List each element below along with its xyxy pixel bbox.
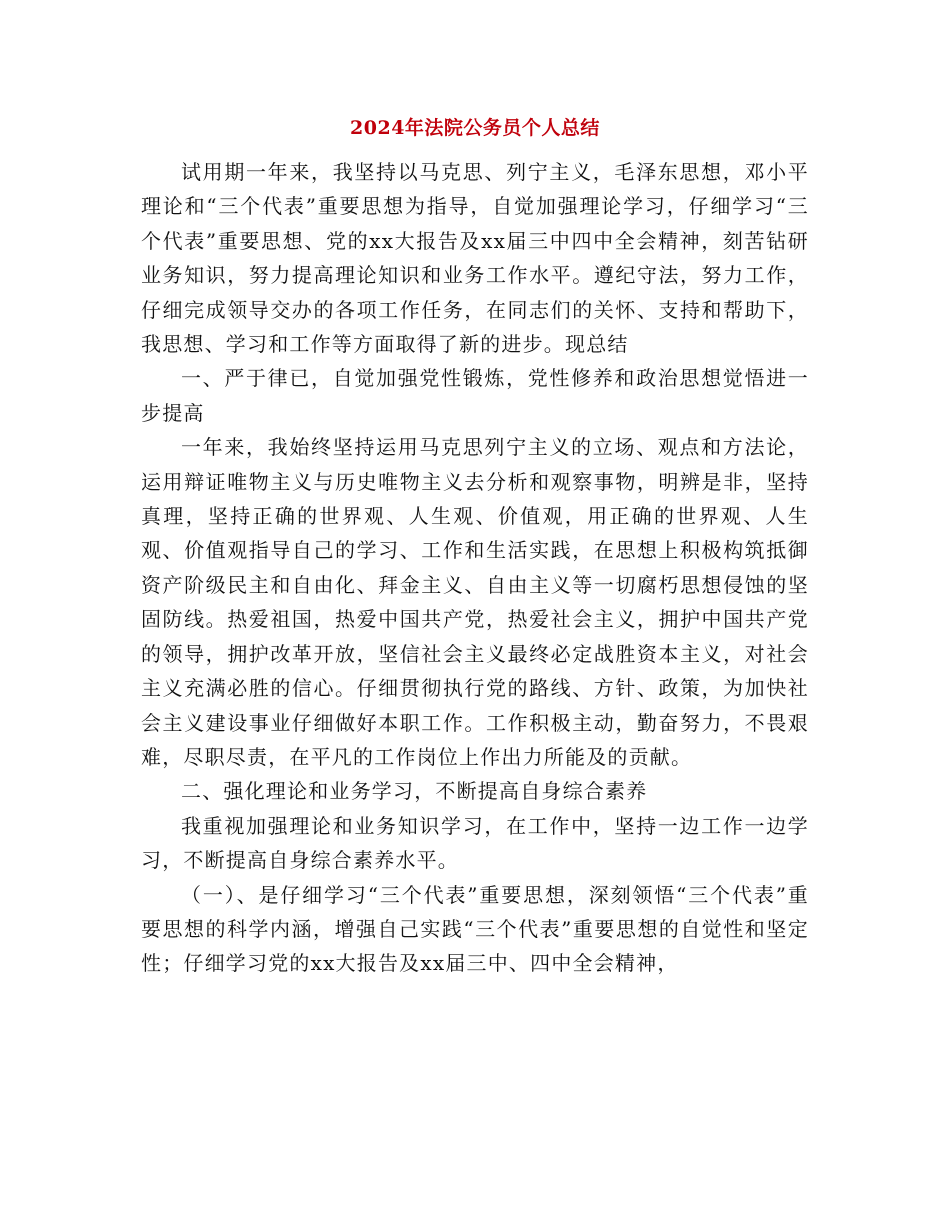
paragraph-subsection-1: （一）、是仔细学习“三个代表”重要思想，深刻领悟“三个代表”重要思想的科学内涵，增强自己实践“三个代表”重要思想的自觉性和坚定性；仔细学习党的xx大报告及xx届三中、四中全会精神，	[141, 882, 809, 976]
paragraph-section-1: 一年来，我始终坚持运用马克思列宁主义的立场、观点和方法论，运用辩证唯物主义与历史唯物主义去分析和观察事物，明辨是非，坚持真理，坚持正确的世界观、人生观、价值观，用正确的世界观、人生观、价值观指导自己的学习、工作和生活实践，在思想上积极构筑抵御资产阶级民主和自由化、拜金主义、自由主义等一切腐朽思想侵蚀的坚固防线。热爱祖国，热爱中国共产党，热爱社会主义，拥护中国共产党的领导，拥护改革开放，坚信社会主义最终必定战胜资本主义，对社会主义充满必胜的信心。仔细贯彻执行党的路线、方针、政策，为加快社会主义建设事业仔细做好本职工作。工作积极主动，勤奋努力，不畏艰难，尽职尽责，在平凡的工作岗位上作出力所能及的贡献。	[141, 435, 809, 769]
section-heading-2: 二、强化理论和业务学习，不断提高自身综合素养	[181, 779, 648, 804]
document-title: 2024年法院公务员个人总结	[350, 117, 600, 139]
section-heading-1: 一、严于律已，自觉加强党性锻炼，党性修养和政治思想觉悟进一步提高	[141, 366, 809, 425]
document-body	[141, 155, 809, 981]
paragraph-section-2: 我重视加强理论和业务知识学习，在工作中，坚持一边工作一边学习，不断提高自身综合素养水平。	[141, 813, 809, 873]
paragraph-intro: 试用期一年来，我坚持以马克思、列宁主义，毛泽东思想，邓小平理论和“三个代表”重要思想为指导，自觉加强理论学习，仔细学习“三个代表”重要思想、党的xx大报告及xx届三中四中全会精神，刻苦钻研业务知识，努力提高理论知识和业务工作水平。遵纪守法，努力工作，仔细完成领导交办的各项工作任务，在同志们的关怀、支持和帮助下，我思想、学习和工作等方面取得了新的进步。现总结	[141, 160, 809, 357]
